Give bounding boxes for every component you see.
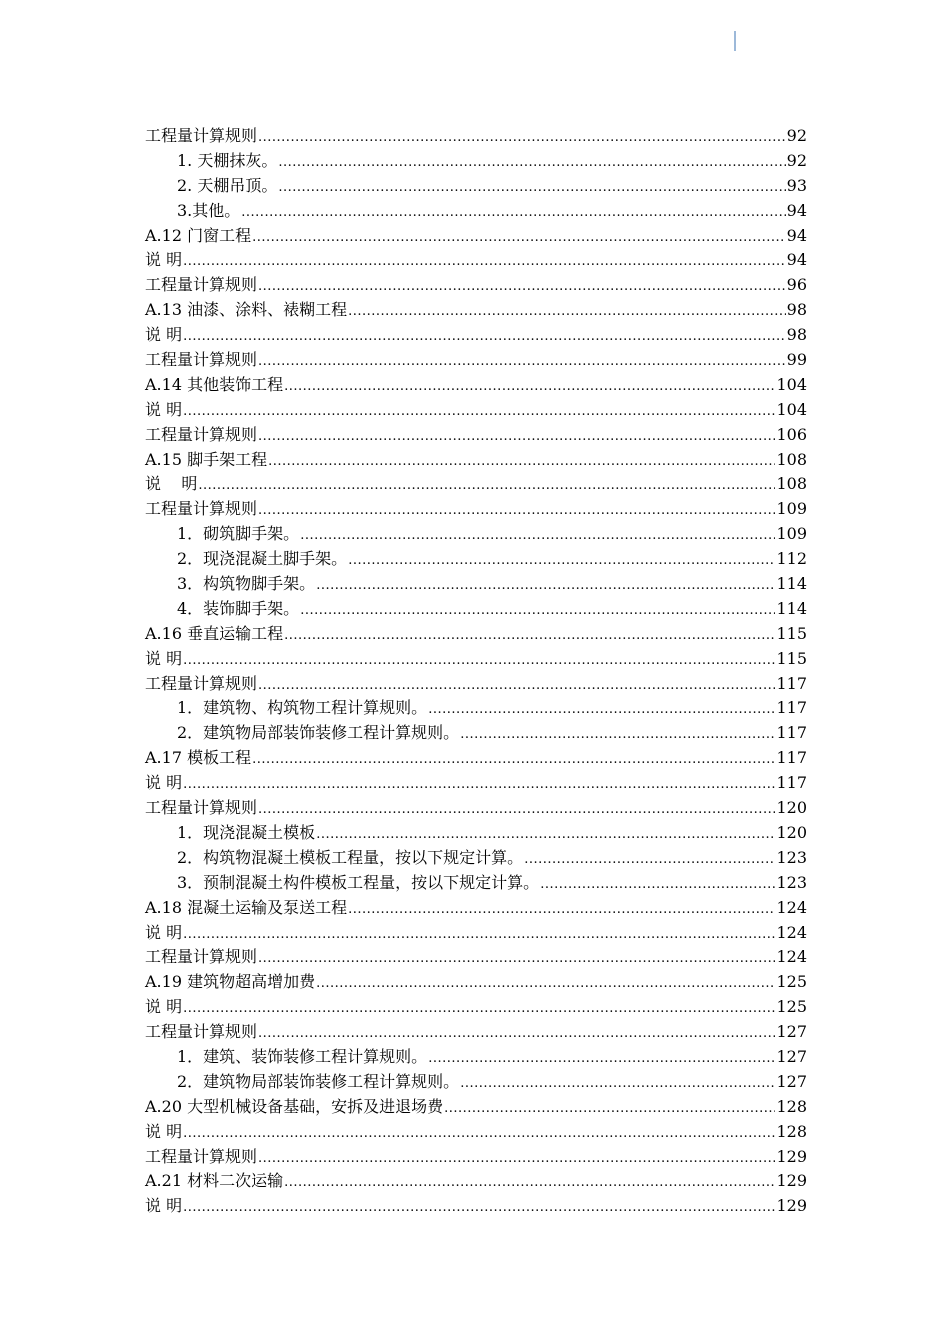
- toc-page-number: 92: [786, 126, 807, 145]
- toc-entry[interactable]: [145, 398, 807, 423]
- toc-entry-title: A.13 油漆、涂料、裱糊工程: [145, 300, 348, 320]
- toc-dot-leader: [252, 748, 775, 773]
- text-cursor-marker: [734, 31, 736, 51]
- toc-page-number: 124: [776, 897, 807, 917]
- toc-dot-leader: [183, 1122, 775, 1147]
- toc-page-number: 117: [776, 723, 807, 743]
- toc-entry[interactable]: [145, 622, 807, 647]
- toc-entry[interactable]: [145, 696, 807, 721]
- toc-page-number: 109: [776, 524, 807, 544]
- toc-page-number: 106: [776, 424, 807, 444]
- toc-entry-title: 工程量计算规则: [145, 350, 258, 370]
- toc-dot-leader: [183, 773, 775, 798]
- toc-entry[interactable]: [145, 248, 807, 273]
- toc-dot-leader: [300, 599, 775, 624]
- toc-dot-leader: [198, 474, 775, 499]
- toc-page-number: 94: [786, 225, 807, 245]
- toc-entry[interactable]: [145, 348, 807, 373]
- toc-entry-title: 工程量计算规则: [145, 275, 258, 295]
- toc-page-number: 127: [776, 1022, 807, 1042]
- toc-entry[interactable]: [145, 497, 807, 522]
- toc-dot-leader: [258, 126, 786, 151]
- toc-dot-leader: [300, 524, 775, 549]
- toc-entry[interactable]: [145, 373, 807, 398]
- toc-page-number: 127: [776, 1071, 807, 1091]
- toc-page-number: 114: [776, 574, 807, 594]
- toc-dot-leader: [460, 1072, 775, 1097]
- toc-page-number: 129: [776, 1146, 807, 1166]
- toc-dot-leader: [183, 997, 775, 1022]
- toc-dot-leader: [258, 499, 775, 524]
- toc-entry-title: 3．预制混凝土构件模板工程量，按以下规定计算。: [177, 872, 540, 892]
- toc-entry[interactable]: [145, 597, 807, 622]
- toc-entry-title: A.18 混凝土运输及泵送工程: [145, 897, 348, 917]
- toc-entry-title: A.19 建筑物超高增加费: [145, 972, 316, 992]
- toc-entry[interactable]: [145, 896, 807, 921]
- toc-entry-title: 说 明: [145, 250, 183, 270]
- toc-page-number: 124: [776, 947, 807, 967]
- toc-page-number: 125: [776, 972, 807, 992]
- toc-page-number: 94: [786, 200, 807, 220]
- toc-entry[interactable]: [145, 423, 807, 448]
- toc-dot-leader: [183, 923, 775, 948]
- toc-entry[interactable]: [145, 149, 807, 174]
- toc-dot-leader: [183, 649, 775, 674]
- toc-page-number: 115: [776, 648, 807, 668]
- toc-page-number: 109: [776, 499, 807, 519]
- toc-entry-title: 1．现浇混凝土模板: [177, 822, 316, 842]
- toc-dot-leader: [258, 674, 775, 699]
- toc-entry-title: 说 明: [145, 648, 183, 668]
- toc-dot-leader: [348, 898, 775, 923]
- toc-entry[interactable]: [145, 647, 807, 672]
- toc-dot-leader: [268, 450, 775, 475]
- toc-entry[interactable]: [145, 921, 807, 946]
- table-of-contents: [145, 124, 807, 1219]
- toc-dot-leader: [284, 1171, 775, 1196]
- toc-dot-leader: [258, 350, 786, 375]
- toc-entry[interactable]: [145, 323, 807, 348]
- toc-entry[interactable]: [145, 672, 807, 697]
- toc-entry[interactable]: [145, 448, 807, 473]
- toc-entry[interactable]: [145, 1020, 807, 1045]
- toc-entry[interactable]: [145, 721, 807, 746]
- toc-page-number: 120: [776, 822, 807, 842]
- toc-dot-leader: [316, 574, 775, 599]
- toc-page-number: 123: [776, 872, 807, 892]
- toc-page-number: 114: [776, 598, 807, 618]
- toc-entry-title: 说 明: [145, 1196, 183, 1216]
- toc-entry[interactable]: [145, 174, 807, 199]
- toc-entry-title: A.21 材料二次运输: [145, 1171, 284, 1191]
- toc-page-number: 98: [786, 325, 807, 345]
- toc-entry[interactable]: [145, 1070, 807, 1095]
- toc-dot-leader: [258, 1022, 775, 1047]
- toc-entry-title: 工程量计算规则: [145, 798, 258, 818]
- toc-dot-leader: [183, 325, 786, 350]
- toc-entry[interactable]: [145, 945, 807, 970]
- toc-page-number: 123: [776, 847, 807, 867]
- toc-entry[interactable]: [145, 522, 807, 547]
- toc-dot-leader: [258, 275, 786, 300]
- toc-entry-title: 3．构筑物脚手架。: [177, 574, 316, 594]
- toc-page-number: 117: [776, 698, 807, 718]
- toc-entry[interactable]: [145, 796, 807, 821]
- toc-entry[interactable]: [145, 199, 807, 224]
- toc-dot-leader: [316, 972, 775, 997]
- toc-entry-title: 2．构筑物混凝土模板工程量，按以下规定计算。: [177, 847, 524, 867]
- toc-entry-title: 2．现浇混凝土脚手架。: [177, 549, 348, 569]
- toc-entry[interactable]: [145, 472, 807, 497]
- toc-dot-leader: [524, 848, 775, 873]
- toc-page-number: 112: [776, 549, 807, 569]
- toc-page-number: 124: [776, 922, 807, 942]
- toc-entry-title: A.17 模板工程: [145, 748, 252, 768]
- toc-entry-title: 说 明: [145, 773, 183, 793]
- toc-entry[interactable]: [145, 1145, 807, 1170]
- toc-dot-leader: [183, 1196, 775, 1221]
- toc-entry-title: 工程量计算规则: [145, 499, 258, 519]
- toc-page-number: 117: [776, 773, 807, 793]
- toc-entry-title: 说 明: [145, 922, 183, 942]
- toc-entry[interactable]: [145, 970, 807, 995]
- toc-page-number: 117: [776, 748, 807, 768]
- toc-entry[interactable]: [145, 771, 807, 796]
- toc-entry-title: 说 明: [145, 399, 183, 419]
- toc-page-number: 129: [776, 1171, 807, 1191]
- toc-dot-leader: [252, 226, 786, 251]
- toc-entry-title: 2. 天棚吊顶。: [177, 175, 278, 195]
- toc-entry-title: 1．砌筑脚手架。: [177, 524, 300, 544]
- toc-dot-leader: [241, 201, 785, 226]
- toc-dot-leader: [444, 1097, 775, 1122]
- toc-entry-title: 1. 天棚抹灰。: [177, 150, 278, 170]
- toc-dot-leader: [348, 549, 775, 574]
- toc-entry-title: A.16 垂直运输工程: [145, 623, 284, 643]
- toc-dot-leader: [183, 400, 775, 425]
- toc-page-number: 127: [776, 1046, 807, 1066]
- toc-dot-leader: [258, 1147, 775, 1172]
- toc-entry-title: A.14 其他装饰工程: [145, 374, 284, 394]
- toc-dot-leader: [460, 723, 775, 748]
- toc-entry-title: A.20 大型机械设备基础，安拆及进退场费: [145, 1096, 444, 1116]
- toc-dot-leader: [428, 698, 775, 723]
- toc-page-number: 120: [776, 798, 807, 818]
- toc-entry-title: 1．建筑物、构筑物工程计算规则。: [177, 698, 428, 718]
- toc-dot-leader: [540, 873, 775, 898]
- toc-entry[interactable]: [145, 224, 807, 249]
- toc-dot-leader: [258, 425, 775, 450]
- toc-entry-title: A.12 门窗工程: [145, 225, 252, 245]
- toc-entry[interactable]: [145, 572, 807, 597]
- toc-entry[interactable]: [145, 746, 807, 771]
- toc-page-number: 94: [786, 250, 807, 270]
- toc-dot-leader: [278, 176, 785, 201]
- toc-dot-leader: [284, 624, 775, 649]
- toc-entry[interactable]: [145, 846, 807, 871]
- toc-dot-leader: [258, 947, 775, 972]
- toc-page-number: 108: [776, 474, 807, 494]
- toc-entry-title: 说 明: [145, 474, 198, 494]
- toc-page-number: 129: [776, 1196, 807, 1216]
- toc-dot-leader: [428, 1047, 775, 1072]
- toc-entry[interactable]: [145, 547, 807, 572]
- toc-dot-leader: [284, 375, 775, 400]
- toc-page-number: 128: [776, 1121, 807, 1141]
- toc-entry-title: 2．建筑物局部装饰装修工程计算规则。: [177, 1071, 460, 1091]
- toc-entry[interactable]: [145, 871, 807, 896]
- toc-page-number: 96: [786, 275, 807, 295]
- toc-entry[interactable]: [145, 1169, 807, 1194]
- toc-page-number: 108: [776, 449, 807, 469]
- toc-entry[interactable]: [145, 1120, 807, 1145]
- toc-dot-leader: [278, 151, 785, 176]
- toc-entry-title: 工程量计算规则: [145, 673, 258, 693]
- toc-entry-title: 说 明: [145, 325, 183, 345]
- toc-entry-title: 3.其他。: [177, 200, 241, 220]
- toc-page-number: 92: [786, 150, 807, 170]
- toc-page-number: 104: [776, 374, 807, 394]
- toc-entry-title: 工程量计算规则: [145, 1146, 258, 1166]
- toc-entry-title: 4．装饰脚手架。: [177, 598, 300, 618]
- toc-page-number: 125: [776, 997, 807, 1017]
- toc-entry[interactable]: [145, 821, 807, 846]
- toc-page-number: 128: [776, 1096, 807, 1116]
- toc-dot-leader: [183, 250, 786, 275]
- toc-dot-leader: [348, 300, 786, 325]
- toc-entry-title: 说 明: [145, 1121, 183, 1141]
- toc-page-number: 93: [786, 175, 807, 195]
- toc-entry[interactable]: [145, 124, 807, 149]
- toc-entry[interactable]: [145, 1045, 807, 1070]
- toc-entry-title: 工程量计算规则: [145, 424, 258, 444]
- toc-entry[interactable]: [145, 273, 807, 298]
- toc-entry[interactable]: [145, 1095, 807, 1120]
- toc-entry-title: 工程量计算规则: [145, 1022, 258, 1042]
- toc-page-number: 117: [776, 673, 807, 693]
- toc-entry-title: 工程量计算规则: [145, 126, 258, 145]
- toc-entry[interactable]: [145, 1194, 807, 1219]
- toc-page-number: 115: [776, 623, 807, 643]
- toc-entry-title: 说 明: [145, 997, 183, 1017]
- toc-entry-title: 工程量计算规则: [145, 947, 258, 967]
- toc-page-number: 98: [786, 300, 807, 320]
- toc-entry-title: 2．建筑物局部装饰装修工程计算规则。: [177, 723, 460, 743]
- toc-entry[interactable]: [145, 995, 807, 1020]
- toc-page-number: 104: [776, 399, 807, 419]
- toc-entry[interactable]: [145, 298, 807, 323]
- toc-page-number: 99: [786, 350, 807, 370]
- toc-entry-title: 1．建筑、装饰装修工程计算规则。: [177, 1046, 428, 1066]
- toc-dot-leader: [258, 798, 775, 823]
- toc-entry-title: A.15 脚手架工程: [145, 449, 268, 469]
- toc-dot-leader: [316, 823, 775, 848]
